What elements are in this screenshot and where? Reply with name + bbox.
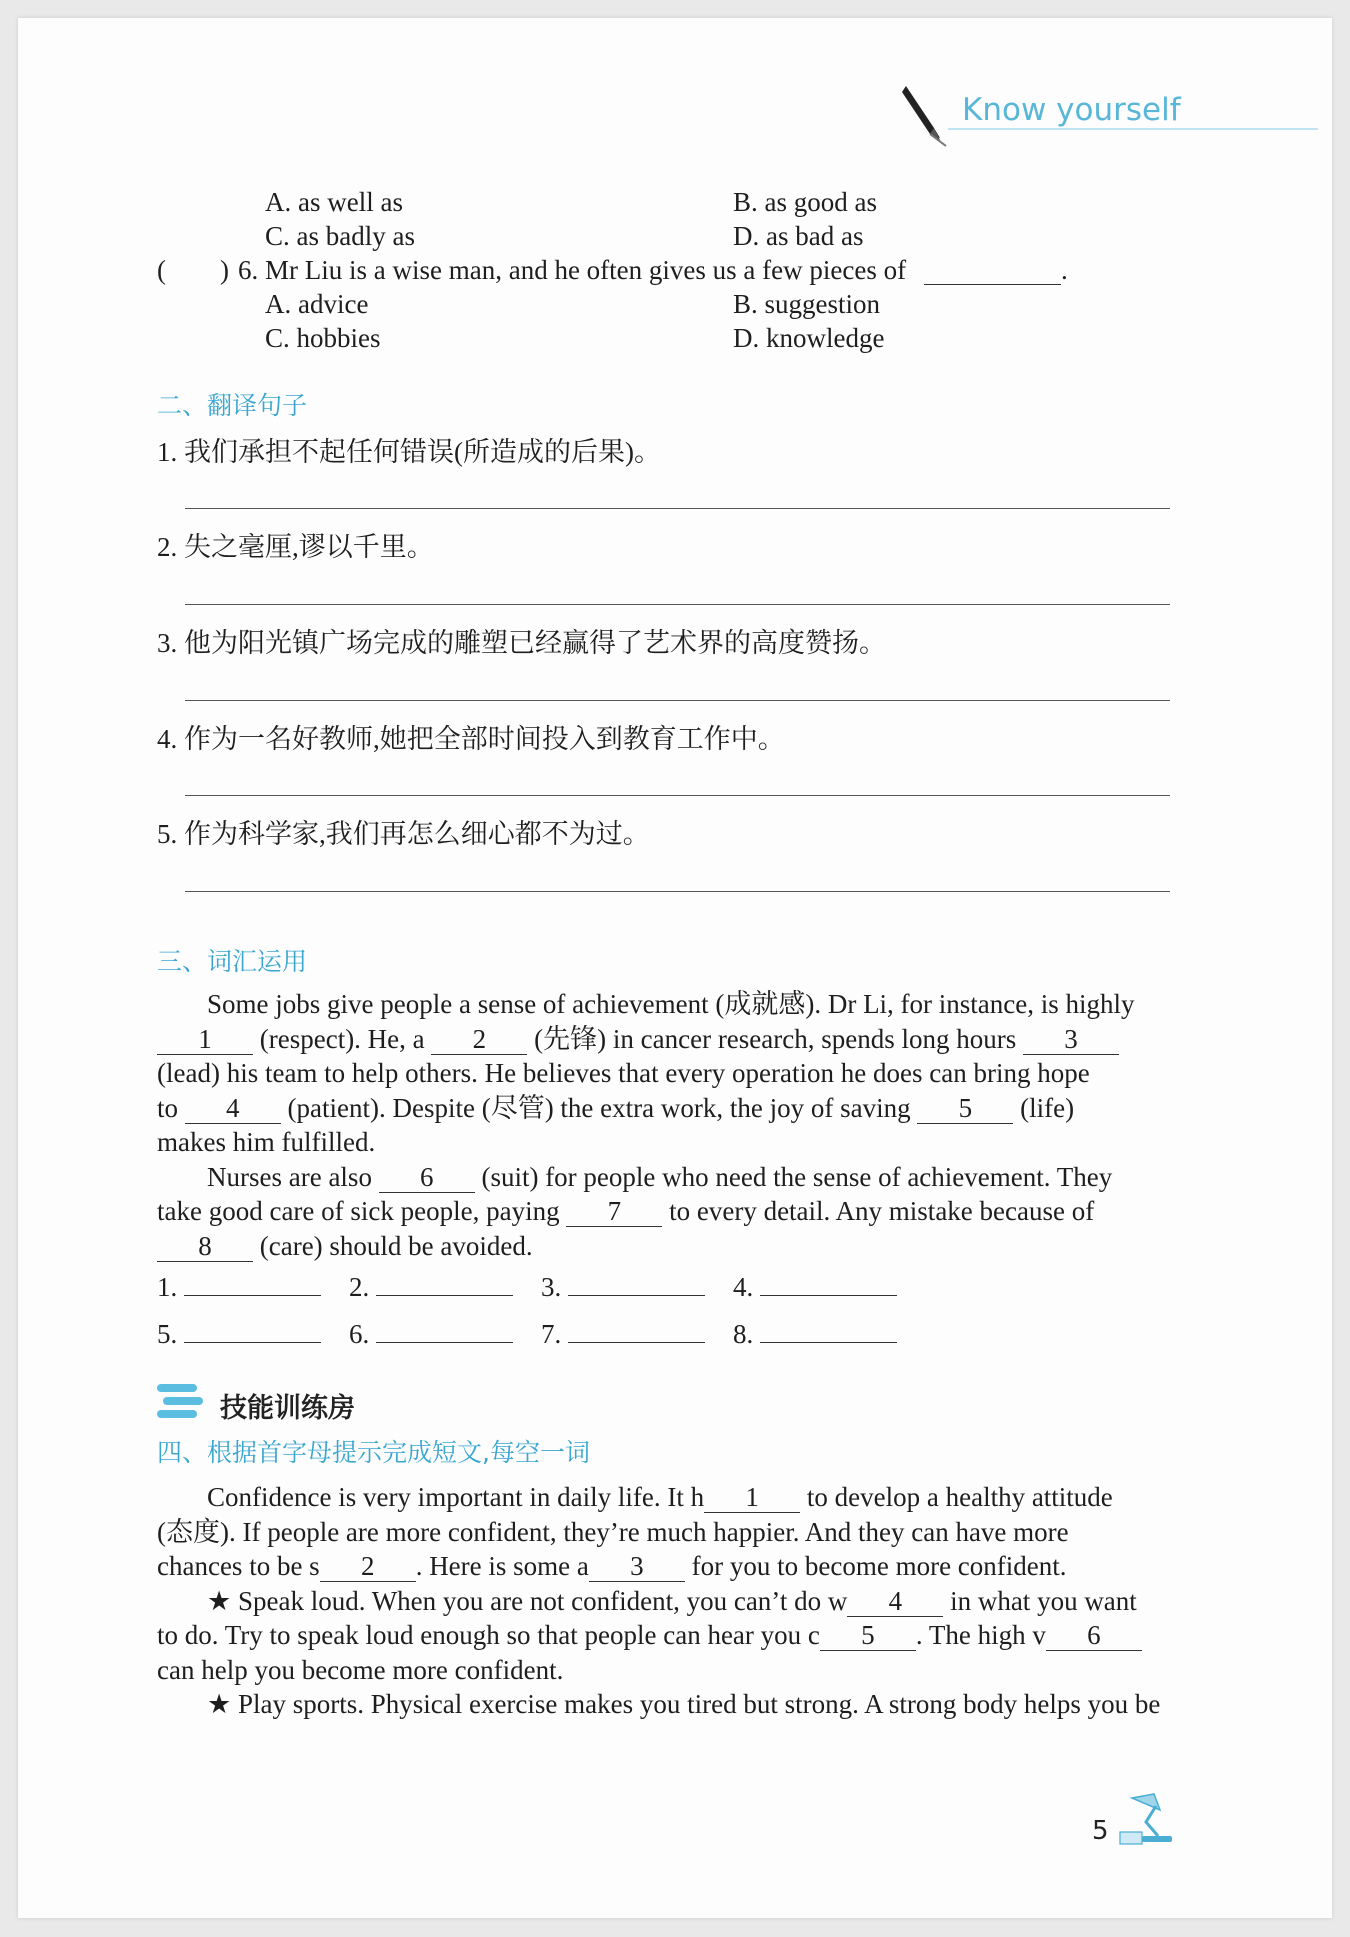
vocab-line: [157, 1229, 1135, 1264]
answer-label-3: 3.: [541, 1265, 705, 1304]
header-title: Know yourself: [962, 92, 1181, 128]
answer-line-2[interactable]: [185, 604, 1170, 605]
text: to every detail. Any mistake because of: [669, 1196, 1095, 1226]
text: (先锋) in cancer research, spends long hours: [534, 1023, 1017, 1054]
blank-8[interactable]: 8: [157, 1231, 253, 1262]
translation-item-3: 3. 他为阳光镇广场完成的雕塑已经赢得了艺术界的高度赞扬。: [157, 628, 886, 658]
text: makes him fulfilled.: [157, 1127, 376, 1157]
blank-2[interactable]: 2: [431, 1024, 527, 1055]
vocab-heading: 三、词汇运用: [157, 947, 308, 976]
answer-label-6: 6.: [349, 1312, 513, 1351]
option-6c: C. hobbies: [265, 323, 381, 353]
blank-s1[interactable]: 1: [704, 1482, 800, 1513]
option-6b: B. suggestion: [733, 289, 881, 319]
text: chances to be s: [157, 1551, 320, 1581]
answer-label-5: 5.: [157, 1312, 321, 1351]
blank-s4[interactable]: 4: [847, 1586, 943, 1617]
skills-line: [157, 1618, 1160, 1653]
option-6a: A. advice: [265, 289, 369, 319]
answer-blank-4[interactable]: [760, 1265, 897, 1296]
answer-line-3[interactable]: [185, 700, 1170, 701]
option-5d: D. as bad as: [733, 221, 864, 251]
option-5c: C. as badly as: [265, 221, 415, 251]
answer-blank-7[interactable]: [568, 1312, 705, 1343]
text: Nurses are also: [207, 1161, 372, 1192]
vocab-line: [157, 1022, 1135, 1057]
vocab-line: [157, 987, 1135, 1022]
answer-line-1[interactable]: [185, 508, 1170, 509]
text: (care) should be avoided.: [259, 1230, 533, 1261]
blank-s3[interactable]: 3: [589, 1551, 685, 1582]
answer-blank-6[interactable]: [376, 1312, 513, 1343]
translation-item-2: 2. 失之毫厘,谬以千里。: [157, 532, 434, 562]
answer-label-1: 1.: [157, 1265, 321, 1304]
skills-line: [157, 1687, 1160, 1722]
blank-s2[interactable]: 2: [320, 1551, 416, 1582]
text: (lead) his team to help others. He believes that every operation he does can bring hope: [157, 1058, 1090, 1088]
option-5b: B. as good as: [733, 187, 877, 217]
text: for you to become more confident.: [691, 1551, 1067, 1581]
option-5a: A. as well as: [265, 187, 403, 217]
vocab-line: [157, 1160, 1135, 1195]
answer-blank-2[interactable]: [376, 1265, 513, 1296]
text: can help you become more confident.: [157, 1654, 564, 1685]
question-6-blank[interactable]: [924, 284, 1061, 285]
question-6-stem: 6. Mr Liu is a wise man, and he often gives us a few pieces of: [238, 255, 907, 285]
text: take good care of sick people, paying: [157, 1196, 560, 1226]
skills-section-icon: [157, 1382, 203, 1422]
text: (patient). Despite (尽管) the extra work, the joy of saving: [287, 1092, 911, 1123]
vocab-line: [157, 1091, 1135, 1126]
skills-heading: 四、根据首字母提示完成短文,每空一词: [157, 1438, 590, 1467]
answer-blank-1[interactable]: [184, 1265, 321, 1296]
text: (respect). He, a: [259, 1023, 425, 1054]
skills-line: [157, 1480, 1160, 1515]
text: Some jobs give people a sense of achievement (成就感). Dr Li, for instance, is highly: [207, 989, 1135, 1019]
blank-7[interactable]: 7: [566, 1196, 662, 1227]
answer-label-7: 7.: [541, 1312, 705, 1351]
text: to do. Try to speak loud enough so that people can hear you c: [157, 1620, 820, 1650]
text: (suit) for people who need the sense of achievement. They: [481, 1161, 1113, 1192]
blank-3[interactable]: 3: [1023, 1024, 1119, 1055]
answer-label-2: 2.: [349, 1265, 513, 1304]
translation-item-1: 1. 我们承担不起任何错误(所造成的后果)。: [157, 437, 661, 467]
skills-passage: [157, 1480, 1160, 1722]
skills-line: [157, 1653, 1160, 1688]
blank-s6[interactable]: 6: [1046, 1620, 1142, 1651]
answer-bracket-6[interactable]: ( ): [157, 255, 229, 285]
answer-blank-5[interactable]: [184, 1312, 321, 1343]
skills-line: [157, 1584, 1160, 1619]
blank-6[interactable]: 6: [379, 1162, 475, 1193]
vocab-line: [157, 1056, 1135, 1091]
text: to: [157, 1092, 179, 1123]
text: . Here is some a: [415, 1551, 589, 1581]
text: (态度). If people are more confident, they’re much happier. And they can have more: [157, 1516, 1069, 1547]
text: (life): [1020, 1092, 1075, 1123]
desk-lamp-icon: [1116, 1790, 1174, 1850]
text: . The high v: [915, 1620, 1046, 1650]
blank-1[interactable]: 1: [157, 1024, 253, 1055]
vocab-line: [157, 1125, 1135, 1160]
question-6-period: .: [1061, 255, 1068, 285]
blank-4[interactable]: 4: [185, 1093, 281, 1124]
blank-s5[interactable]: 5: [820, 1620, 916, 1651]
text: to develop a healthy attitude: [806, 1482, 1113, 1512]
vocab-line: [157, 1194, 1135, 1229]
header-rule: [948, 128, 1318, 130]
skills-line: [157, 1515, 1160, 1550]
page-number: 5: [1092, 1816, 1109, 1846]
text: ★ Play sports. Physical exercise makes you tired but strong. A strong body helps you be: [207, 1689, 1161, 1719]
translation-heading: 二、翻译句子: [157, 391, 308, 420]
vocab-passage: [157, 987, 1135, 1263]
text: in what you want: [950, 1585, 1137, 1616]
blank-5[interactable]: 5: [917, 1093, 1013, 1124]
answer-line-5[interactable]: [185, 891, 1170, 892]
answer-blank-8[interactable]: [760, 1312, 897, 1343]
answer-blank-3[interactable]: [568, 1265, 705, 1296]
translation-item-5: 5. 作为科学家,我们再怎么细心都不为过。: [157, 819, 650, 849]
option-6d: D. knowledge: [733, 323, 885, 353]
text: ★ Speak loud. When you are not confident, you can’t do w: [207, 1585, 848, 1616]
text: Confidence is very important in daily life. It h: [207, 1482, 705, 1512]
answer-label-4: 4.: [733, 1265, 897, 1304]
translation-item-4: 4. 作为一名好教师,她把全部时间投入到教育工作中。: [157, 724, 785, 754]
pen-icon: [900, 82, 950, 148]
answer-line-4[interactable]: [185, 795, 1170, 796]
skills-line: [157, 1549, 1160, 1584]
answer-label-8: 8.: [733, 1312, 897, 1351]
skills-title: 技能训练房: [220, 1393, 355, 1424]
